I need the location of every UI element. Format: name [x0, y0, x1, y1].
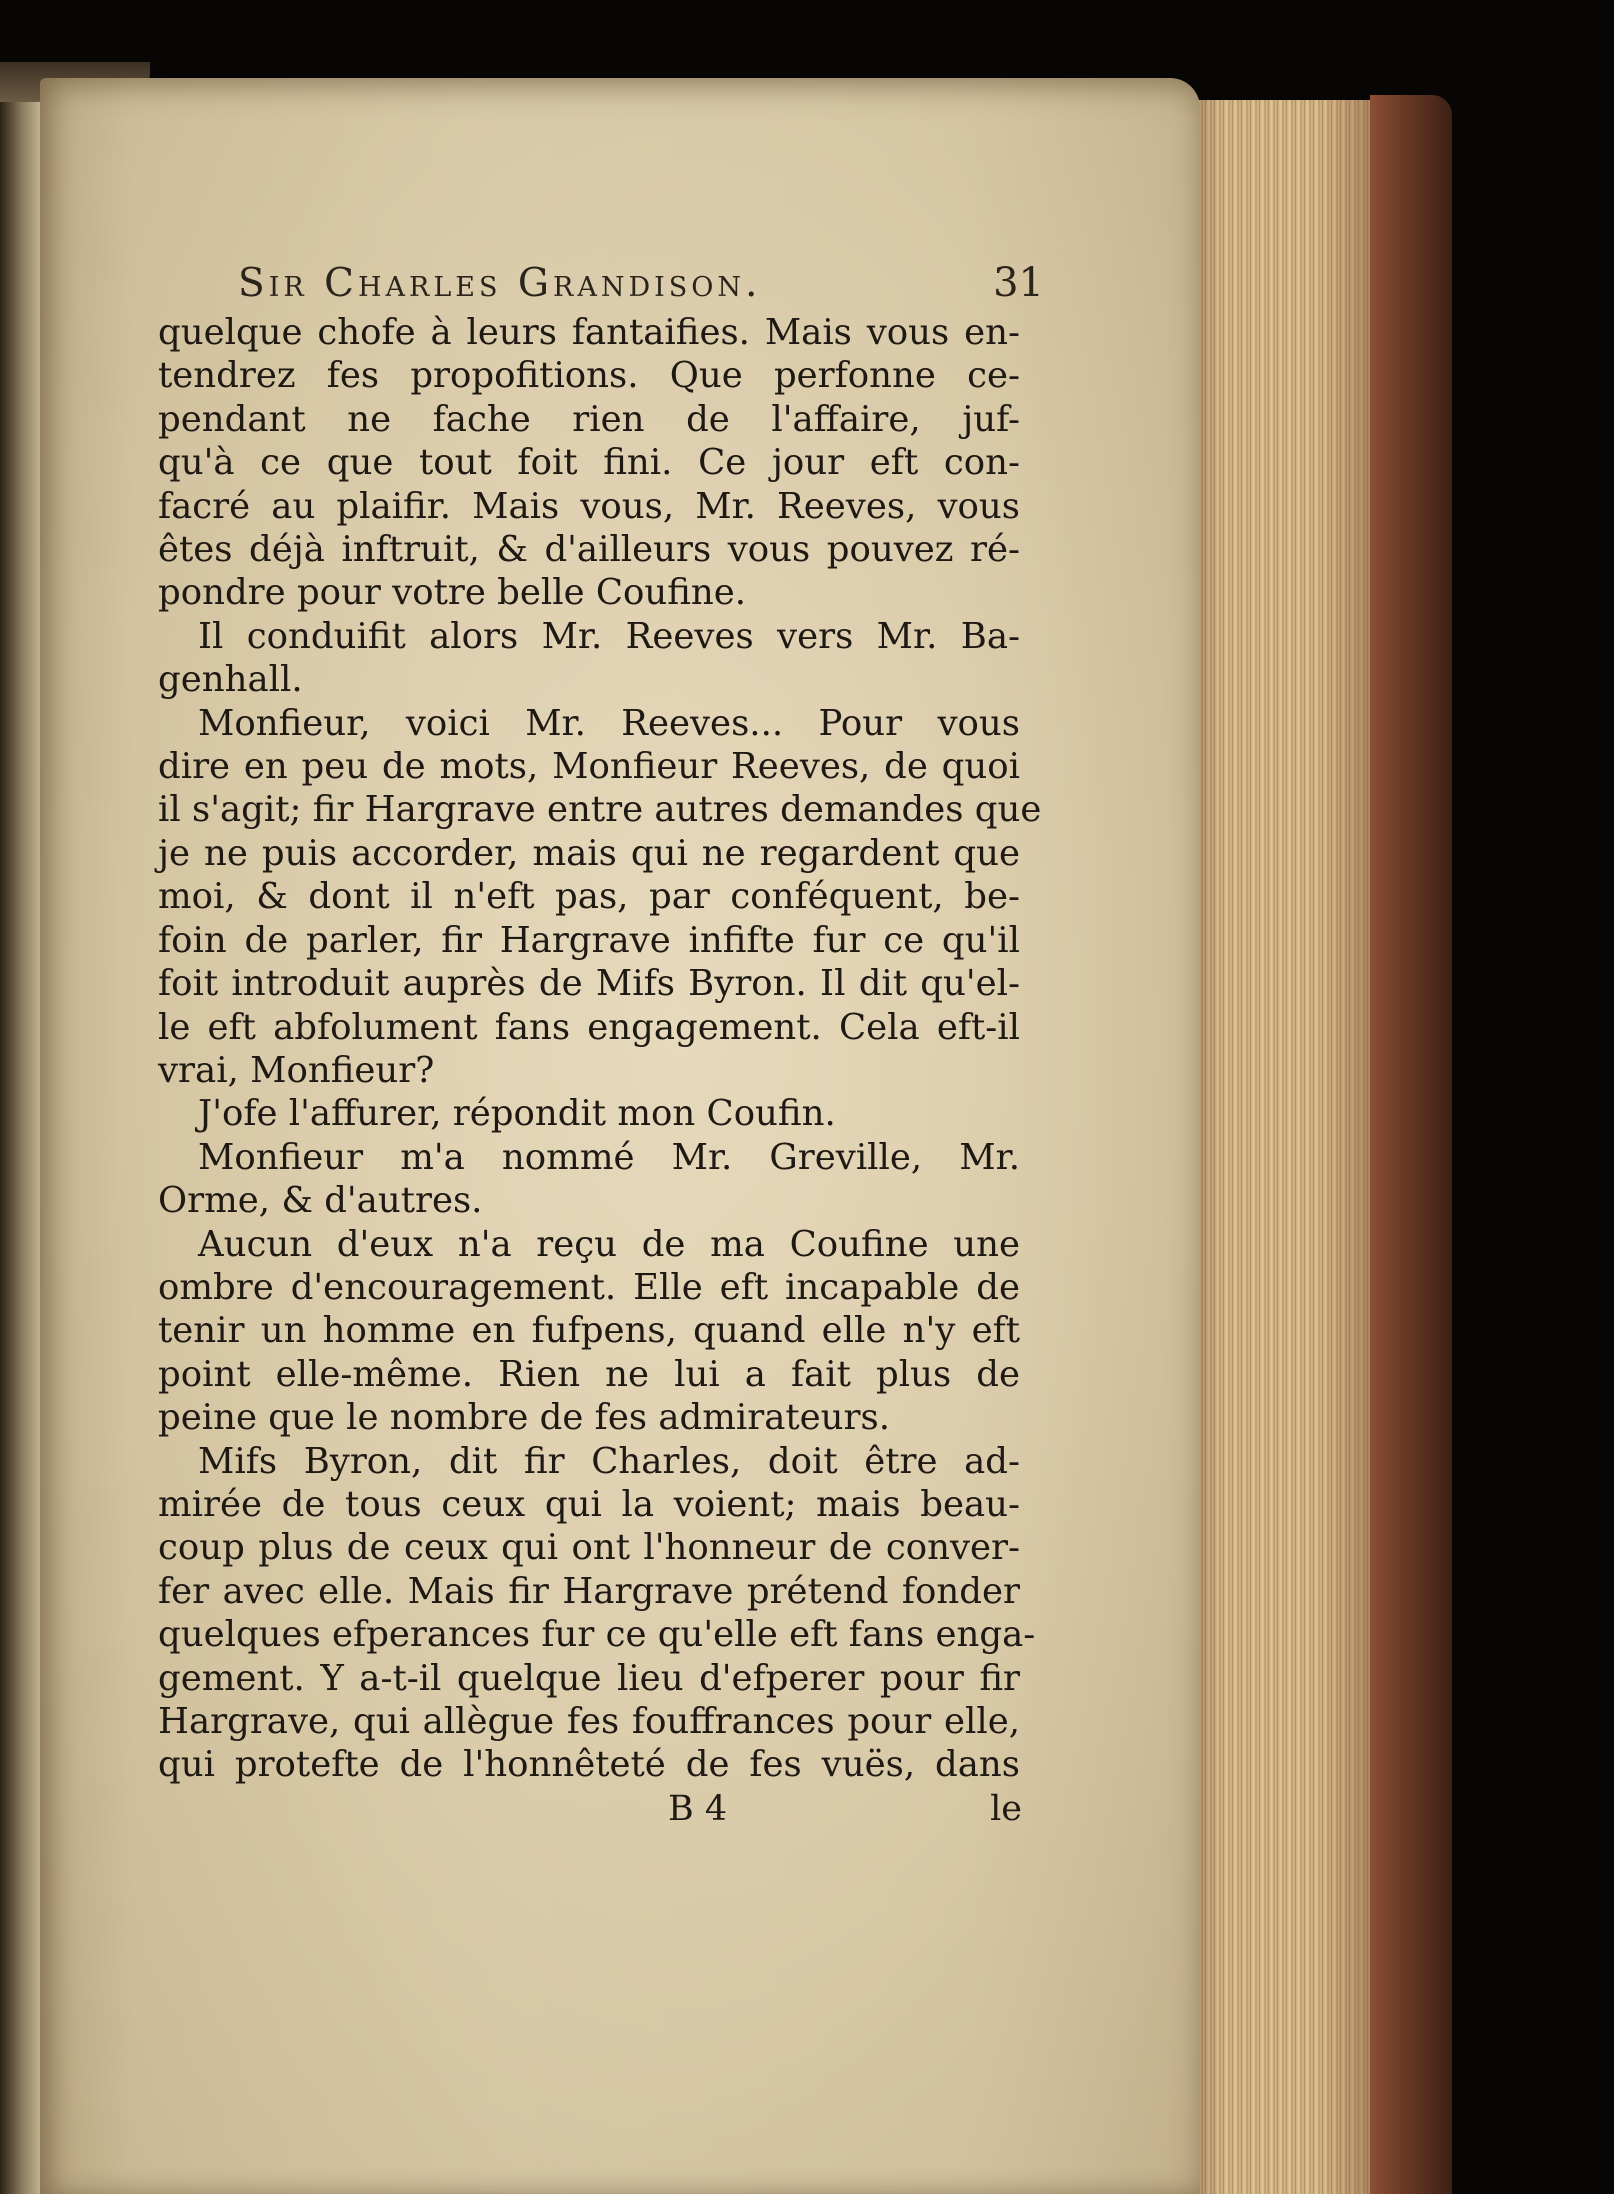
text-line: moi, & dont il n'eft pas, par conféquent, be- — [158, 876, 1020, 918]
text-line: Monfieur, voici Mr. Reeves... Pour vous — [198, 702, 1020, 744]
text-line: ombre d'encouragement. Elle eft incapable de — [158, 1266, 1020, 1308]
text-line: quelques efperances fur ce qu'elle eft fans enga- — [158, 1614, 1036, 1656]
text-line: qu'à ce que tout foit fini. Ce jour eft con- — [158, 442, 1020, 484]
text-line: coup plus de ceux qui ont l'honneur de conver- — [158, 1527, 1020, 1569]
text-line: Monfieur m'a nommé Mr. Greville, Mr. — [198, 1136, 1020, 1178]
text-line: pendant ne fache rien de l'affaire, juf- — [158, 398, 1020, 440]
text-line: vrai, Monfieur? — [158, 1049, 435, 1091]
page-footer — [158, 1787, 1020, 1831]
text-line: point elle-même. Rien ne lui a fait plus de — [158, 1353, 1020, 1395]
text-line: foin de parler, fir Hargrave infifte fur ce qu'il — [158, 919, 1020, 961]
text-line: peine que le nombre de fes admirateurs. — [158, 1397, 890, 1439]
running-head — [238, 258, 1044, 309]
text-line: Aucun d'eux n'a reçu de ma Coufine une — [198, 1223, 1020, 1265]
page-text-block — [158, 258, 1044, 1831]
text-line: J'ofe l'affurer, répondit mon Coufin. — [198, 1093, 836, 1135]
text-line: Hargrave, qui allègue fes fouffrances pour elle, — [158, 1701, 1020, 1742]
text-line: Orme, & d'autres. — [158, 1180, 483, 1222]
text-line: Il conduifit alors Mr. Reeves vers Mr. Ba- — [198, 615, 1020, 657]
body-text — [158, 311, 1042, 1787]
text-line: facré au plaifir. Mais vous, Mr. Reeves, vous — [158, 485, 1020, 527]
text-line: tenir un homme en fufpens, quand elle n'y eft — [158, 1310, 1020, 1352]
signature-mark: B 4 — [668, 1788, 728, 1829]
running-head-title: Sir Charles Grandison. — [238, 261, 762, 306]
text-line: quelque chofe à leurs fantaifies. Mais vous en- — [158, 312, 1020, 353]
text-line: dire en peu de mots, Monfieur Reeves, de quoi — [158, 746, 1020, 788]
text-line: le eft abfolument fans engagement. Cela eft-il — [158, 1006, 1020, 1048]
leather-cover-edge — [1370, 95, 1452, 2194]
text-line: foit introduit auprès de Mifs Byron. Il dit qu'el- — [158, 963, 1020, 1005]
text-line: genhall. — [158, 659, 303, 701]
text-line: êtes déjà inftruit, & d'ailleurs vous pouvez ré- — [158, 529, 1020, 571]
text-line: il s'agit; fir Hargrave entre autres demandes que — [158, 789, 1042, 831]
text-line: gement. Y a-t-il quelque lieu d'efperer pour fir — [158, 1657, 1020, 1699]
page-number: 31 — [993, 260, 1044, 306]
text-line: mirée de tous ceux qui la voient; mais beau- — [158, 1483, 1020, 1525]
text-line: qui protefte de l'honnêteté de fes vuës, dans — [158, 1744, 1020, 1786]
text-line: je ne puis accorder, mais qui ne regardent que — [158, 832, 1020, 874]
catchword: le — [990, 1788, 1022, 1829]
text-line: Mifs Byron, dit fir Charles, doit être ad- — [198, 1440, 1020, 1482]
text-line: tendrez fes propofitions. Que perfonne ce- — [158, 355, 1020, 397]
text-line: pondre pour votre belle Coufine. — [158, 572, 747, 614]
text-line: fer avec elle. Mais fir Hargrave prétend fonder — [158, 1570, 1020, 1612]
page-stack-shadow — [1185, 100, 1375, 2194]
